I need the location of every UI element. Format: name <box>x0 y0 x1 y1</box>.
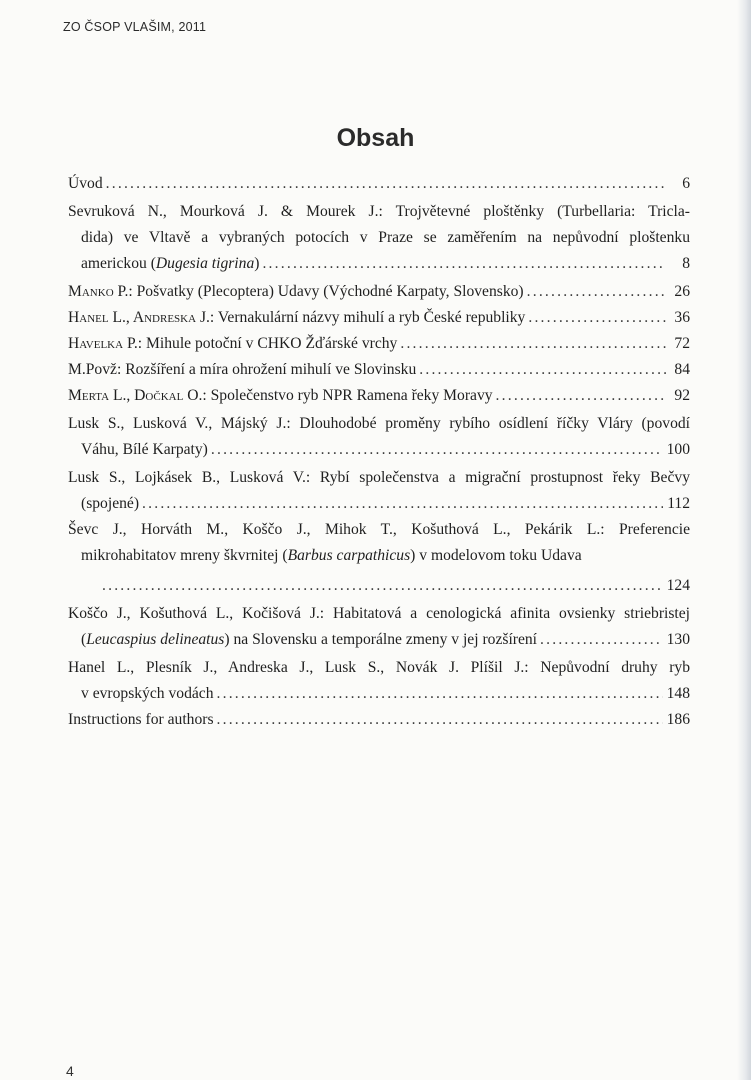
dot-leader <box>419 357 666 383</box>
toc-author: Hanel L., Andreska J.: <box>68 309 215 326</box>
toc-page-number: 112 <box>667 495 690 512</box>
toc-entry-line: Lusk S., Lojkásek B., Lusková V.: Rybí společenstva a migrační prostupnost řeky Bečvy <box>68 469 690 486</box>
toc-author: Manko P.: <box>68 283 133 300</box>
toc-page-number: 8 <box>682 255 690 272</box>
toc-page-number: 26 <box>674 283 690 300</box>
toc-author: Merta L., Dočkal O.: <box>68 387 207 404</box>
toc-entry-sevrukova <box>68 199 690 277</box>
toc-entry-kosco <box>68 601 690 653</box>
toc-entry-uvod <box>68 171 690 197</box>
toc-entry-line: americkou (Dugesia tigrina) <box>81 255 260 272</box>
toc-entry-sevc <box>68 517 690 599</box>
toc-entry-line: Hanel L., Plesník J., Andreska J., Lusk S., Novák J. Plíšil J.: Nepůvodní druhy ryb <box>68 659 690 676</box>
toc-entry-hanel-plesnik <box>68 655 690 707</box>
toc-entry-line: mikrohabitatov mreny škvrnitej (Barbus carpathicus) v modelovom toku Udava <box>81 547 582 564</box>
toc-entry-lusk-becvy <box>68 465 690 517</box>
toc-entry-havelka <box>68 331 690 357</box>
toc-entry-line: (Leucaspius delineatus) na Slovensku a temporálne zmeny v jej rozšírení <box>81 631 538 648</box>
dot-leader <box>540 627 663 653</box>
toc-page-number: 186 <box>666 711 690 728</box>
dot-leader <box>106 171 666 197</box>
toc-page-number: 84 <box>674 361 690 378</box>
dot-leader <box>102 573 663 599</box>
toc-entry-title: Společenstvo ryb NPR Ramena řeky Moravy <box>210 387 493 404</box>
toc-entry-title: Úvod <box>68 175 103 192</box>
toc-entry-instructions <box>68 707 690 733</box>
dot-leader <box>217 707 663 733</box>
toc-entry-hanel-andreska <box>68 305 690 331</box>
toc-page-number: 130 <box>666 631 690 648</box>
toc-entry-line: Lusk S., Lusková V., Májský J.: Dlouhodobé proměny rybího osídlení říčky Vláry (povodí <box>68 415 690 432</box>
toc-page-number: 124 <box>666 577 690 594</box>
toc-entry-title: Mihule potoční v CHKO Žďárské vrchy <box>146 335 398 352</box>
toc-entry-title: Vernakulární názvy mihulí a ryb České republiky <box>217 309 526 326</box>
table-of-contents <box>68 171 690 733</box>
dot-leader <box>400 331 666 357</box>
running-head: ZO ČSOP VLAŠIM, 2011 <box>63 20 207 34</box>
dot-leader <box>211 437 663 463</box>
dot-leader <box>217 681 663 707</box>
toc-entry-merta <box>68 383 690 409</box>
species-name: Dugesia tigrina <box>155 255 255 272</box>
page-title: Obsah <box>336 124 415 152</box>
toc-page-number: 92 <box>674 387 690 404</box>
toc-entry-line: Váhu, Bílé Karpaty) <box>81 441 208 458</box>
toc-page-number: 36 <box>674 309 690 326</box>
toc-author: M.Povž: <box>68 361 122 378</box>
toc-entry-line: Koščo J., Košuthová L., Kočišová J.: Habitatová a cenologická afinita ovsienky striebristej <box>68 605 690 622</box>
toc-entry-povz <box>68 357 690 383</box>
dot-leader <box>528 305 666 331</box>
species-name: Barbus carpathicus <box>287 547 411 564</box>
toc-entry-line: Sevruková N., Mourková J. & Mourek J.: Trojvětevné ploštěnky (Turbellaria: Tricla- <box>68 203 690 220</box>
page-spine-shadow <box>737 0 751 1080</box>
toc-entry-lusk-vlary <box>68 411 690 463</box>
dot-leader <box>262 251 666 277</box>
page-number: 4 <box>66 1063 74 1079</box>
toc-page-number: 100 <box>666 441 690 458</box>
toc-entry-line: dida) ve Vltavě a vybraných potocích v Praze se zaměřením na nepůvodní ploštenku <box>81 229 690 246</box>
toc-entry-title: Pošvatky (Plecoptera) Udavy (Východné Karpaty, Slovensko) <box>136 283 524 300</box>
toc-entry-title: Rozšíření a míra ohrožení mihulí ve Slovinsku <box>125 361 417 378</box>
toc-page-number: 6 <box>682 175 690 192</box>
toc-entry-line: v evropských vodách <box>81 685 214 702</box>
dot-leader <box>527 279 666 305</box>
toc-page-number: 72 <box>674 335 690 352</box>
toc-entry-line: Ševc J., Horváth M., Koščo J., Mihok T., Košuthová L., Pekárik L.: Preferencie <box>68 521 690 538</box>
dot-leader <box>496 383 666 409</box>
toc-entry-title: Instructions for authors <box>68 711 214 728</box>
species-name: Leucaspius delineatus <box>86 631 225 648</box>
toc-author: Havelka P.: <box>68 335 143 352</box>
dot-leader <box>142 491 663 517</box>
toc-page-number: 148 <box>666 685 690 702</box>
toc-entry-manko <box>68 279 690 305</box>
toc-entry-line: (spojené) <box>81 495 140 512</box>
